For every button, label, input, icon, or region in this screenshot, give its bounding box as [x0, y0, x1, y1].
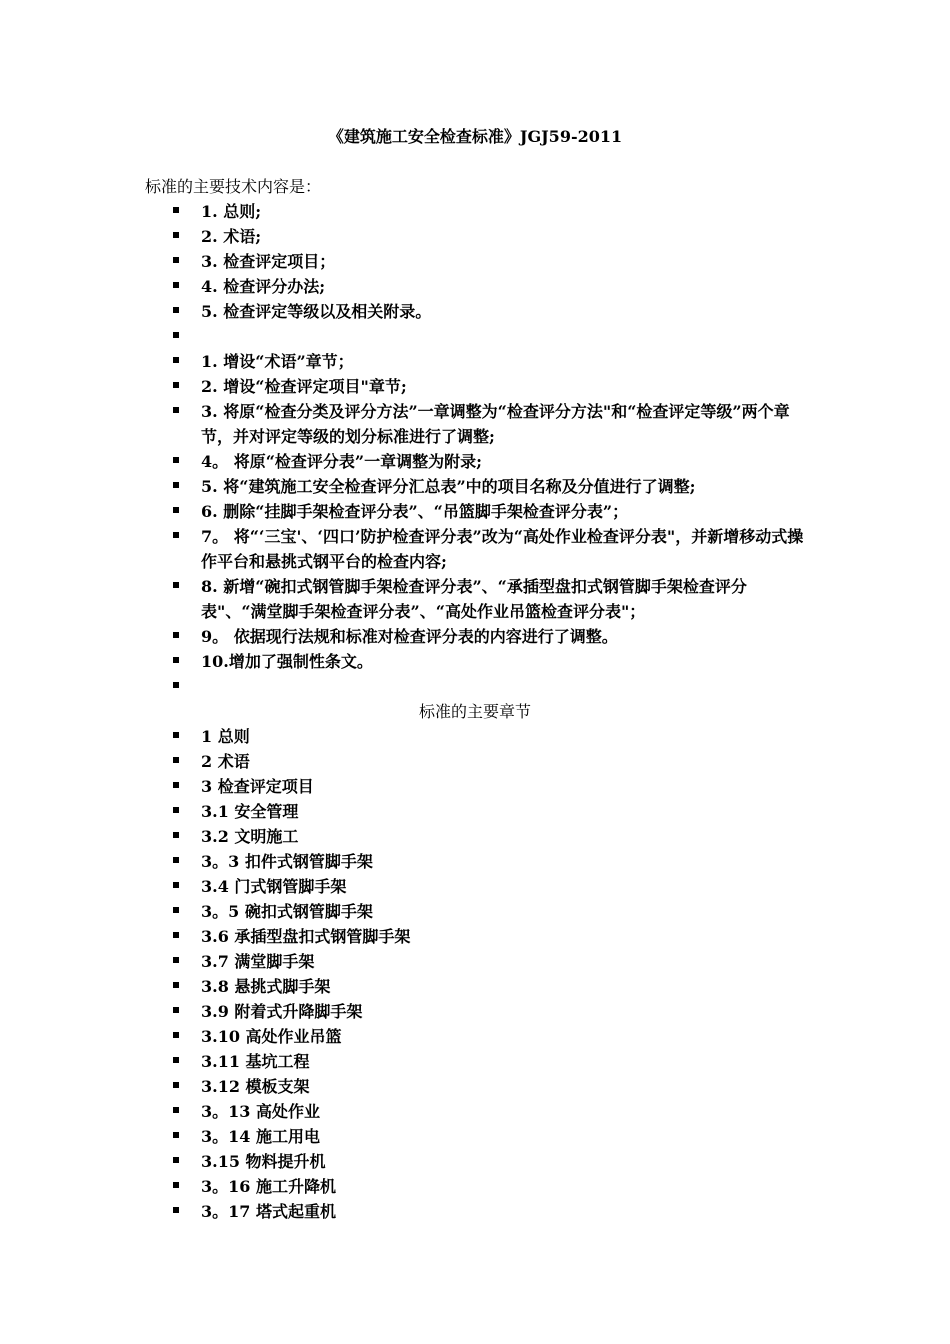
list-item: 2 术语: [0, 749, 950, 774]
bullet-icon: [173, 932, 179, 938]
empty-list-item: [0, 674, 950, 699]
list-item: 3。3 扣件式钢管脚手架: [0, 849, 950, 874]
bullet-icon: [173, 232, 179, 238]
bullet-icon: [173, 457, 179, 463]
bullet-icon: [173, 907, 179, 913]
bullet-icon: [173, 1007, 179, 1013]
bullet-icon: [173, 957, 179, 963]
list-item: 3.1 安全管理: [0, 799, 950, 824]
bullet-icon: [173, 1132, 179, 1138]
bullet-icon: [173, 1082, 179, 1088]
list-item: 3.8 悬挑式脚手架: [0, 974, 950, 999]
intro-text: 标准的主要技术内容是：: [145, 177, 322, 196]
list-item: 3.11 基坑工程: [0, 1049, 950, 1074]
list-item: 4. 检查评分办法;: [0, 274, 950, 299]
list-item: 3.15 物料提升机: [0, 1149, 950, 1174]
list-item: 3.4 门式钢管脚手架: [0, 874, 950, 899]
bullet-icon: [173, 682, 179, 688]
document-title: 《建筑施工安全检查标准》JGJ59-2011: [327, 127, 623, 146]
list-item: 3.12 模板支架: [0, 1074, 950, 1099]
bullet-icon: [173, 1057, 179, 1063]
bullet-icon: [173, 782, 179, 788]
bullet-icon: [173, 982, 179, 988]
bullet-icon: [173, 857, 179, 863]
bullet-icon: [173, 507, 179, 513]
bullet-icon: [173, 1032, 179, 1038]
list-item: 4。 将原“检查评分表”一章调整为附录;: [0, 449, 950, 474]
list-item: 1. 总则;: [0, 199, 950, 224]
bullet-icon: [173, 1107, 179, 1113]
bullet-icon: [173, 257, 179, 263]
list-item: 5. 将“建筑施工安全检查评分汇总表”中的项目名称及分值进行了调整;: [0, 474, 950, 499]
bullet-icon: [173, 357, 179, 363]
bullet-icon: [173, 1182, 179, 1188]
document-body: [0, 199, 950, 1224]
bullet-icon: [173, 207, 179, 213]
list-item: 7。 将“‘三宝'、‘四口’防护检查评分表”改为“高处作业检查评分表"，并新增移动式操作平台和悬挑式钢平台的检查内容;: [0, 524, 950, 574]
list-item: 3。17 塔式起重机: [0, 1199, 950, 1224]
bullet-icon: [173, 532, 179, 538]
list-item: 8. 新增“碗扣式钢管脚手架检查评分表”、“承插型盘扣式钢管脚手架检查评分表"、“满堂脚手架检查评分表”、“高处作业吊篮检查评分表"；: [0, 574, 950, 624]
list-item: 3.9 附着式升降脚手架: [0, 999, 950, 1024]
list-item: 3。16 施工升降机: [0, 1174, 950, 1199]
list-item: 3. 将原“检查分类及评分方法”一章调整为“检查评分方法"和“检查评定等级”两个章节，并对评定等级的划分标准进行了调整;: [0, 399, 950, 449]
list-item: 5. 检查评定等级以及相关附录。: [0, 299, 950, 324]
bullet-icon: [173, 1207, 179, 1213]
main-list: [0, 199, 950, 1224]
bullet-icon: [173, 307, 179, 313]
list-item: 3.2 文明施工: [0, 824, 950, 849]
bullet-icon: [173, 832, 179, 838]
bullet-icon: [173, 482, 179, 488]
bullet-icon: [173, 407, 179, 413]
list-item: 3. 检查评定项目；: [0, 249, 950, 274]
bullet-icon: [173, 882, 179, 888]
bullet-icon: [173, 282, 179, 288]
list-item: 3.6 承插型盘扣式钢管脚手架: [0, 924, 950, 949]
list-item: 3。5 碗扣式钢管脚手架: [0, 899, 950, 924]
bullet-icon: [173, 757, 179, 763]
bullet-icon: [173, 632, 179, 638]
list-item: 2. 增设“检查评定项目"章节;: [0, 374, 950, 399]
list-item: 10.增加了强制性条文。: [0, 649, 950, 674]
list-item: 3.10 高处作业吊篮: [0, 1024, 950, 1049]
list-item: 1. 增设“术语”章节；: [0, 349, 950, 374]
list-item: 2. 术语;: [0, 224, 950, 249]
bullet-icon: [173, 1157, 179, 1163]
bullet-icon: [173, 332, 179, 338]
bullet-icon: [173, 582, 179, 588]
list-item: 6. 删除“挂脚手架检查评分表”、“吊篮脚手架检查评分表”；: [0, 499, 950, 524]
bullet-icon: [173, 732, 179, 738]
bullet-icon: [173, 382, 179, 388]
list-item: 1 总则: [0, 724, 950, 749]
bullet-icon: [173, 657, 179, 663]
list-item: 9。 依据现行法规和标准对检查评分表的内容进行了调整。: [0, 624, 950, 649]
bullet-icon: [173, 807, 179, 813]
list-item: 3 检查评定项目: [0, 774, 950, 799]
empty-list-item: [0, 324, 950, 349]
list-item: 3。13 高处作业: [0, 1099, 950, 1124]
list-item: 3.7 满堂脚手架: [0, 949, 950, 974]
chapters-heading: 标准的主要章节: [418, 702, 531, 721]
list-item: 3。14 施工用电: [0, 1124, 950, 1149]
